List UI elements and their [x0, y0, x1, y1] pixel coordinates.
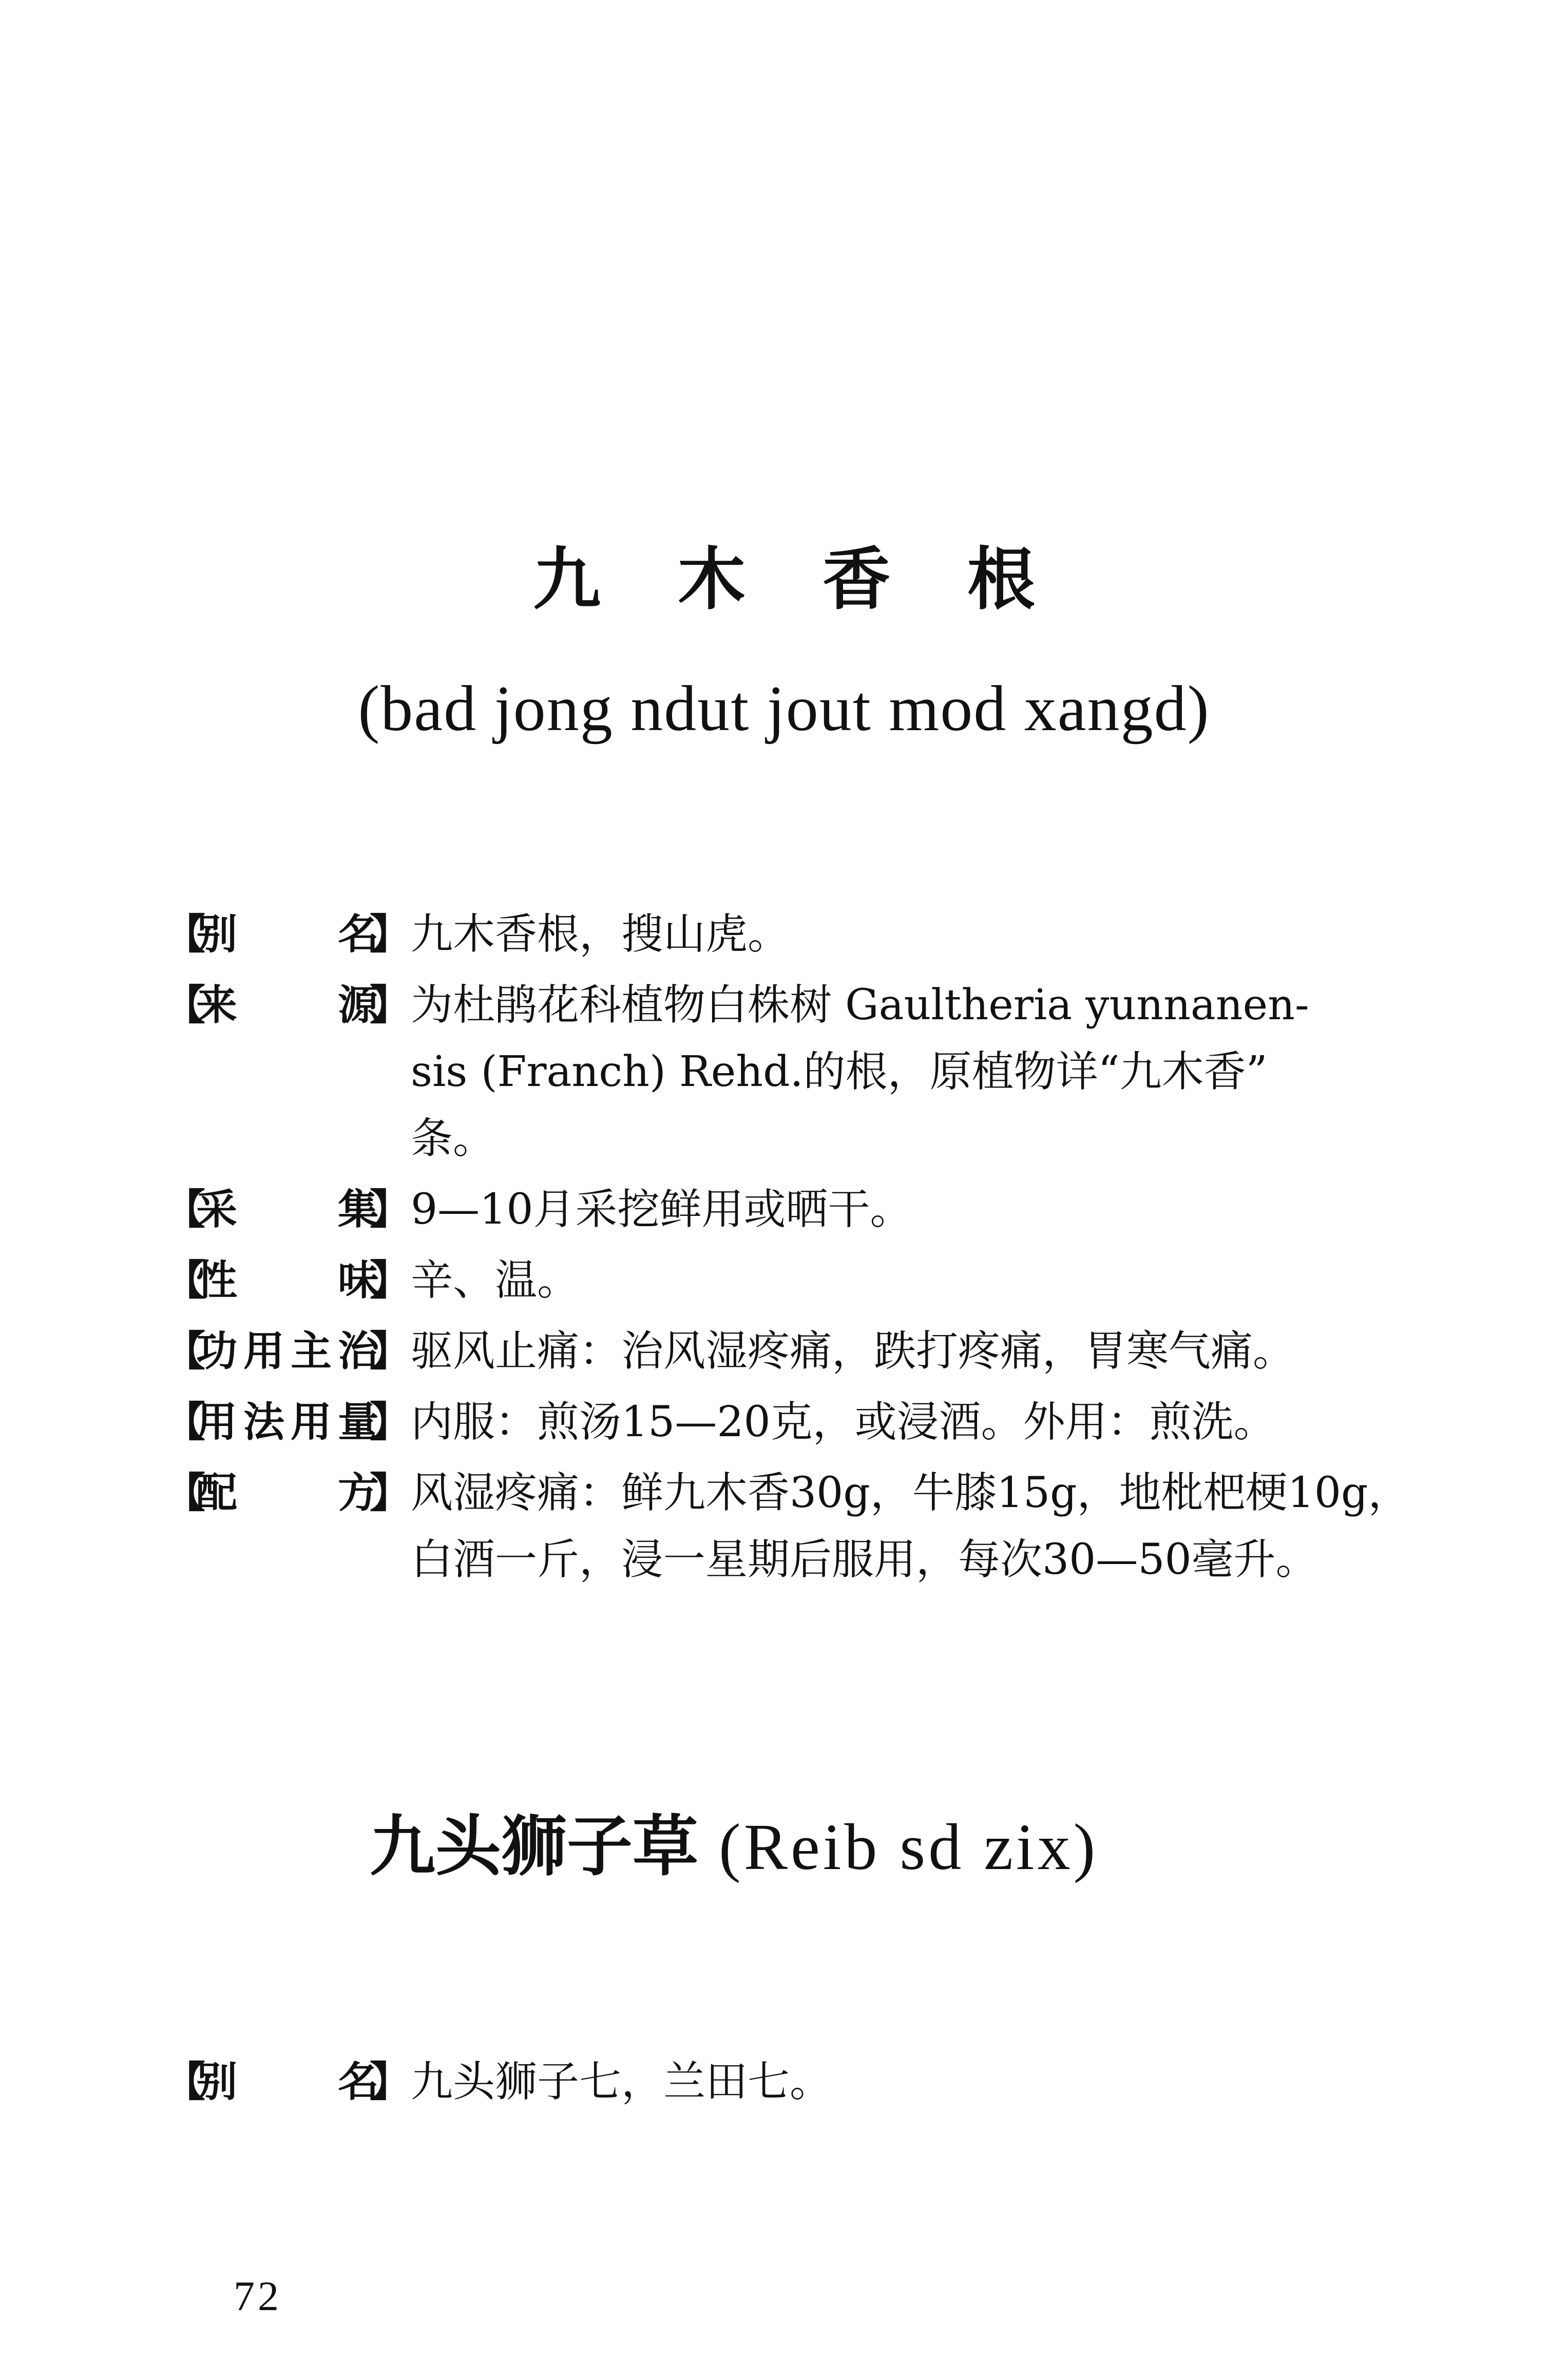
field-value: 9—10月采挖鲜用或晒干。: [411, 1185, 912, 1234]
field-row-alias: [164, 901, 1422, 968]
field-value: 辛、温。: [411, 1256, 580, 1305]
field-value: 驱风止痛：治风湿疼痛，跌打疼痛，胃寒气痛。: [411, 1327, 1295, 1376]
field-row-prescription: [164, 1460, 1422, 1593]
field-value: 风湿疼痛：鲜九木香30g，牛膝15g，地枇杷梗10g， 白酒一斤，浸一星期后服用，每次30—50毫升。: [411, 1469, 1410, 1584]
field-row-dosage: [164, 1389, 1422, 1456]
entry-romanization: (Reib sd zix): [719, 1811, 1099, 1883]
field-label: 【 性 味 】: [164, 1256, 411, 1304]
field-row-collection: [164, 1176, 1422, 1243]
field-value: 九木香根，搜山虎。: [411, 910, 790, 959]
field-label: 【 配 方 】: [164, 1469, 411, 1517]
entry-fields-2: [164, 2049, 1422, 2120]
field-label: 【 用 法 用 量 】: [164, 1398, 411, 1446]
field-value: 九头狮子七，兰田七。: [411, 2057, 832, 2106]
field-value: 为杜鹃花科植物白株树 Gaultheria yunnanen- sis (Franch) Rehd.的根，原植物详“九木香” 条。: [411, 981, 1309, 1163]
field-row-nature: [164, 1247, 1422, 1314]
entry-romanization: (bad jong ndut jout mod xangd): [358, 673, 1210, 745]
entry-fields: [164, 901, 1422, 1597]
field-value: 内服：煎汤15—20克，或浸酒。外用：煎洗。: [411, 1398, 1276, 1446]
field-row-indications: [164, 1318, 1422, 1385]
page-number: 72: [234, 2273, 282, 2319]
entry-title: 九头狮子草: [370, 1808, 699, 1885]
field-row-alias: [164, 2049, 1422, 2116]
field-label: 【 采 集 】: [164, 1186, 411, 1233]
field-label: 【 来 源 】: [164, 981, 411, 1029]
entry-title: 九木香根: [533, 540, 1112, 619]
field-label: 【 别 名 】: [164, 2058, 411, 2106]
field-row-source: [164, 972, 1422, 1172]
entry-title-2: [370, 1807, 1098, 1887]
field-label: 【 功 用 主 治 】: [164, 1327, 411, 1375]
field-label: 【 别 名 】: [164, 910, 411, 958]
